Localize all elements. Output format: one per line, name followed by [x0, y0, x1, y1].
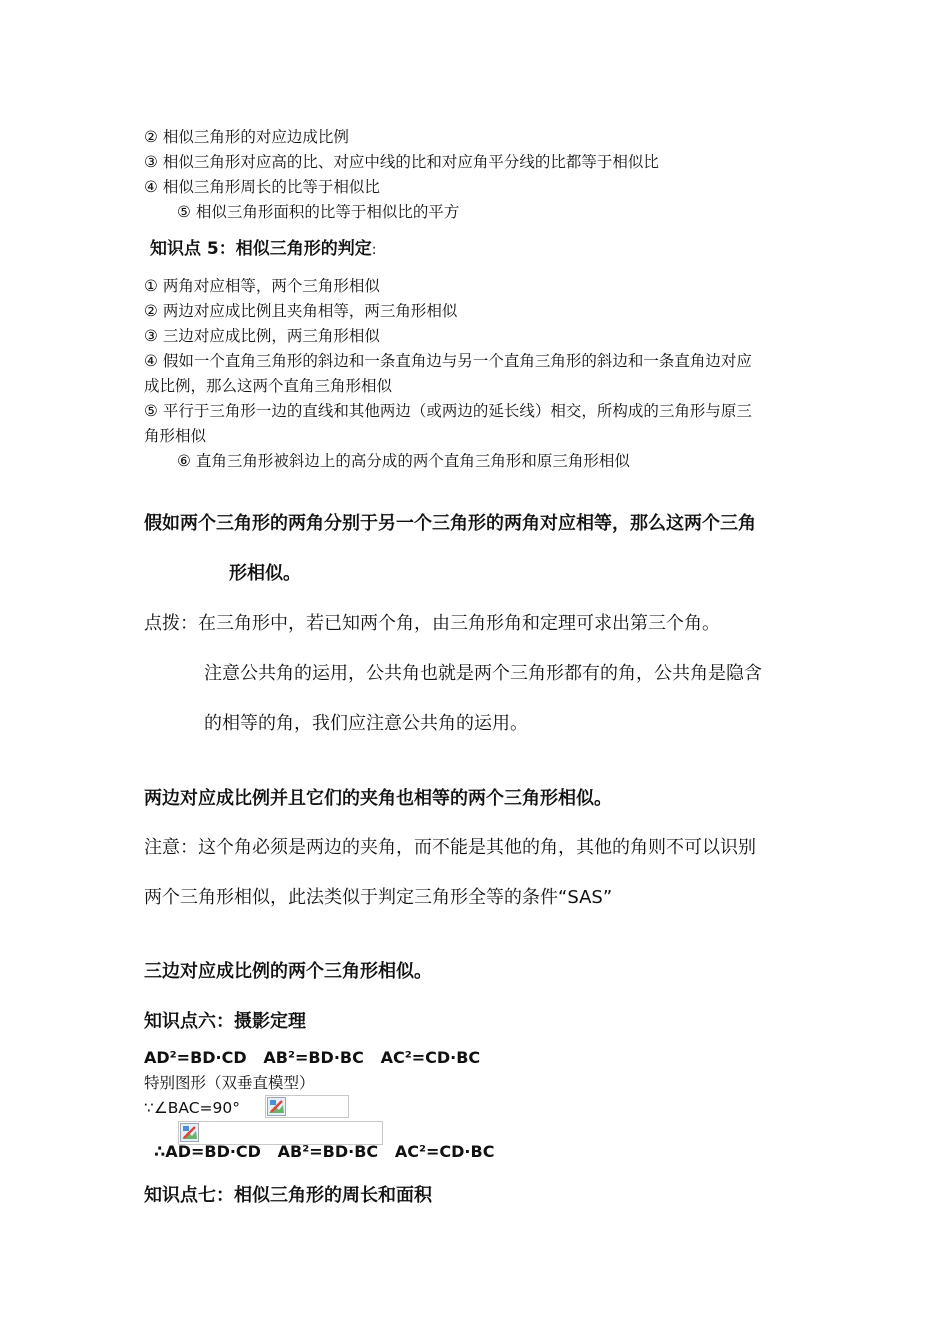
- kp5-item-5-line2: 角形相似: [144, 427, 207, 445]
- aa-tip-line3: 的相等的角，我们应注意公共角的运用。: [204, 713, 528, 734]
- therefore-prefix: ∴AD: [154, 1142, 191, 1162]
- property-item-2: ② 相似三角形的对应边成比例: [144, 128, 349, 146]
- property-item-5: ⑤ 相似三角形面积的比等于相似比的平方: [177, 203, 460, 221]
- kp5-item-3: ③ 三边对应成比例，两三角形相似: [144, 327, 380, 345]
- kp5-item-1: ① 两角对应相等，两个三角形相似: [144, 277, 380, 295]
- kp5-item-4-line1: ④ 假如一个直角三角形的斜边和一条直角边与另一个直角三角形的斜边和一条直角边对应: [144, 352, 752, 370]
- kp5-item-4-line2: 成比例，那么这两个直角三角形相似: [144, 377, 393, 395]
- kp7-heading: 知识点七：相似三角形的周长和面积: [144, 1185, 432, 1206]
- property-item-3: ③ 相似三角形对应高的比、对应中线的比和对应角平分线的比都等于相似比: [144, 153, 659, 171]
- aa-criterion-line1: 假如两个三角形的两角分别于另一个三角形的两角对应相等，那么这两个三角: [144, 513, 756, 534]
- kp6-special-figure: 特别图形（双垂直模型）: [144, 1074, 315, 1092]
- kp5-item-6: ⑥ 直角三角形被斜边上的高分成的两个直角三角形和原三角形相似: [177, 452, 630, 470]
- broken-image-icon-2: [180, 1123, 199, 1142]
- kp6-formula: AD²=BD·CD AB²=BD·BC AC²=CD·BC: [144, 1048, 481, 1067]
- kp6-given: ∵∠BAC=90°: [144, 1099, 241, 1117]
- broken-image-placeholder: [265, 1095, 349, 1118]
- kp5-heading-row: [150, 239, 376, 259]
- kp5-heading-colon: :: [371, 242, 377, 258]
- property-item-4: ④ 相似三角形周长的比等于相似比: [144, 178, 380, 196]
- aa-tip-line1: 点拨：在三角形中，若已知两个角，由三角形角和定理可求出第三个角。: [144, 613, 720, 634]
- sas-note-line1: 注意：这个角必须是两边的夹角，而不能是其他的角，其他的角则不可以识别: [144, 837, 756, 858]
- kp6-heading: 知识点六：摄影定理: [144, 1011, 306, 1032]
- kp5-item-5-line1: ⑤ 平行于三角形一边的直线和其他两边（或两边的延长线）相交，所构成的三角形与原三: [144, 402, 752, 420]
- broken-image-icon: [267, 1097, 286, 1116]
- sas-note-line2: 两个三角形相似，此法类似于判定三角形全等的条件“SAS”: [144, 887, 613, 908]
- sas-criterion: 两边对应成比例并且它们的夹角也相等的两个三角形相似。: [144, 788, 612, 809]
- aa-tip-line2: 注意公共角的运用，公共角也就是两个三角形都有的角，公共角是隐含: [204, 663, 762, 684]
- aa-criterion-line2: 形相似。: [229, 563, 301, 584]
- sss-criterion: 三边对应成比例的两个三角形相似。: [144, 961, 432, 982]
- kp5-item-2: ② 两边对应成比例且夹角相等，两三角形相似: [144, 302, 458, 320]
- kp5-heading: 知识点 5：相似三角形的判定: [150, 239, 372, 259]
- broken-image-placeholder-2: [178, 1121, 383, 1145]
- therefore-rest: =BD·CD AB²=BD·BC AC²=CD·BC: [190, 1142, 495, 1162]
